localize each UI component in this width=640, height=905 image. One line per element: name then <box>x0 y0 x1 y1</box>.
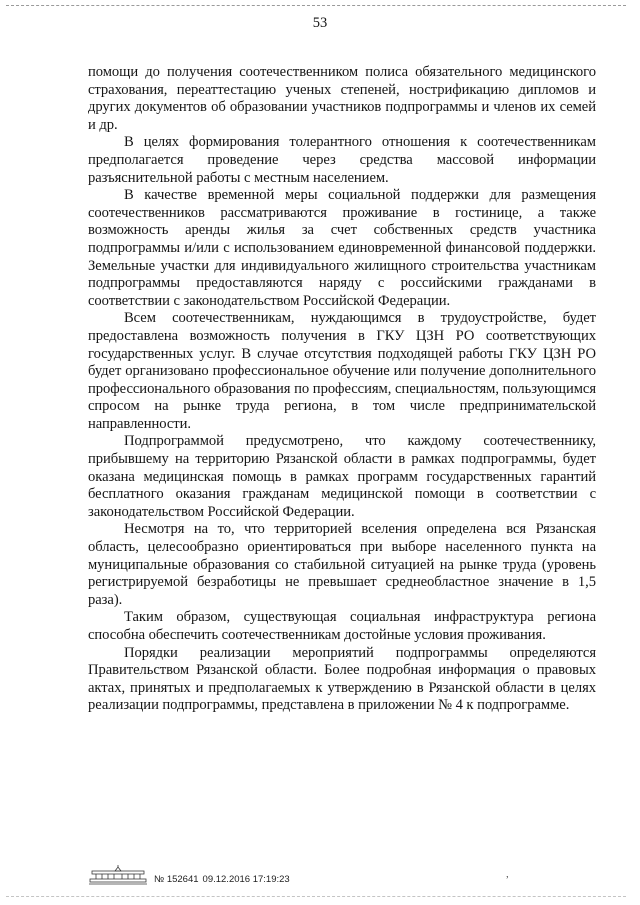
registration-number: № 152641 <box>154 874 199 885</box>
registration-line <box>154 874 294 885</box>
paragraph-procedures: Порядки реализации мероприятий подпрограммы определяются Правительством Рязанской области. Более подробная информация о правовых актах, принятых и предполагаемых к утверждению в Рязанской области в целях реализации подпрограммы, представлена в приложении № 4 к подпрограмме. <box>88 644 596 714</box>
scan-mark: , <box>506 868 509 880</box>
paragraph-social-support: В качестве временной меры социальной поддержки для размещения соотечественников рассматриваются проживание в гостинице, а также возможность аренды жилья за счет собственных средств участника подпрограммы и/или с использованием единовременной финансовой поддержки. Земельные участки для индивидуального жилищного строительства участникам подпрограммы предоставляются наряду с российскими гражданами в соответствии с законодательством Российской Федерации. <box>88 187 596 309</box>
document-body <box>88 64 596 715</box>
registration-timestamp: 09.12.2016 17:19:23 <box>202 874 290 885</box>
paragraph-tolerance: В целях формирования толерантного отношения к соотечественникам предполагается проведение через средства массовой информации разъяснительной работы с местным населением. <box>88 134 596 186</box>
top-scan-border <box>6 5 626 6</box>
paragraph-settlement: Несмотря на то, что территорией вселения определена вся Рязанская область, целесообразно ориентироваться при выборе населенного пункта на муниципальные образования со стабильной ситуацией на рынке труда (уровень регистрируемой безработицы не превышает среднеобластное значение в 1,5 раза). <box>88 521 596 608</box>
paragraph-continuation: помощи до получения соотечественником полиса обязательного медицинского страхования, переаттестацию ученых степеней, нострификацию дипломов и других документов об образовании участников подпрограммы и членов их семей и др. <box>88 64 596 133</box>
bottom-scan-border <box>6 896 626 897</box>
building-stamp-icon <box>88 864 148 886</box>
paragraph-infrastructure: Таким образом, существующая социальная инфраструктура региона способна обеспечить соотечественникам достойные условия проживания. <box>88 609 596 643</box>
paragraph-medical-help: Подпрограммой предусмотрено, что каждому соотечественнику, прибывшему на территорию Рязанской области в рамках подпрограммы, будет оказана медицинская помощь в рамках программ государственных гарантий бесплатного оказания гражданам медицинской помощи в соответствии с законодательством Российской Федерации. <box>88 433 596 520</box>
paragraph-employment: Всем соотечественникам, нуждающимся в трудоустройстве, будет предоставлена возможность получения в ГКУ ЦЗН РО соответствующих государственных услуг. В случае отсутствия подходящей работы ГКУ ЦЗН РО будет организовано профессиональное обучение или получение дополнительного профессионального образования по профессиям, специальностям, пользующимся спросом на рынке труда региона, в том числе предпринимательской направленности. <box>88 310 596 432</box>
page-number: 53 <box>312 15 328 31</box>
